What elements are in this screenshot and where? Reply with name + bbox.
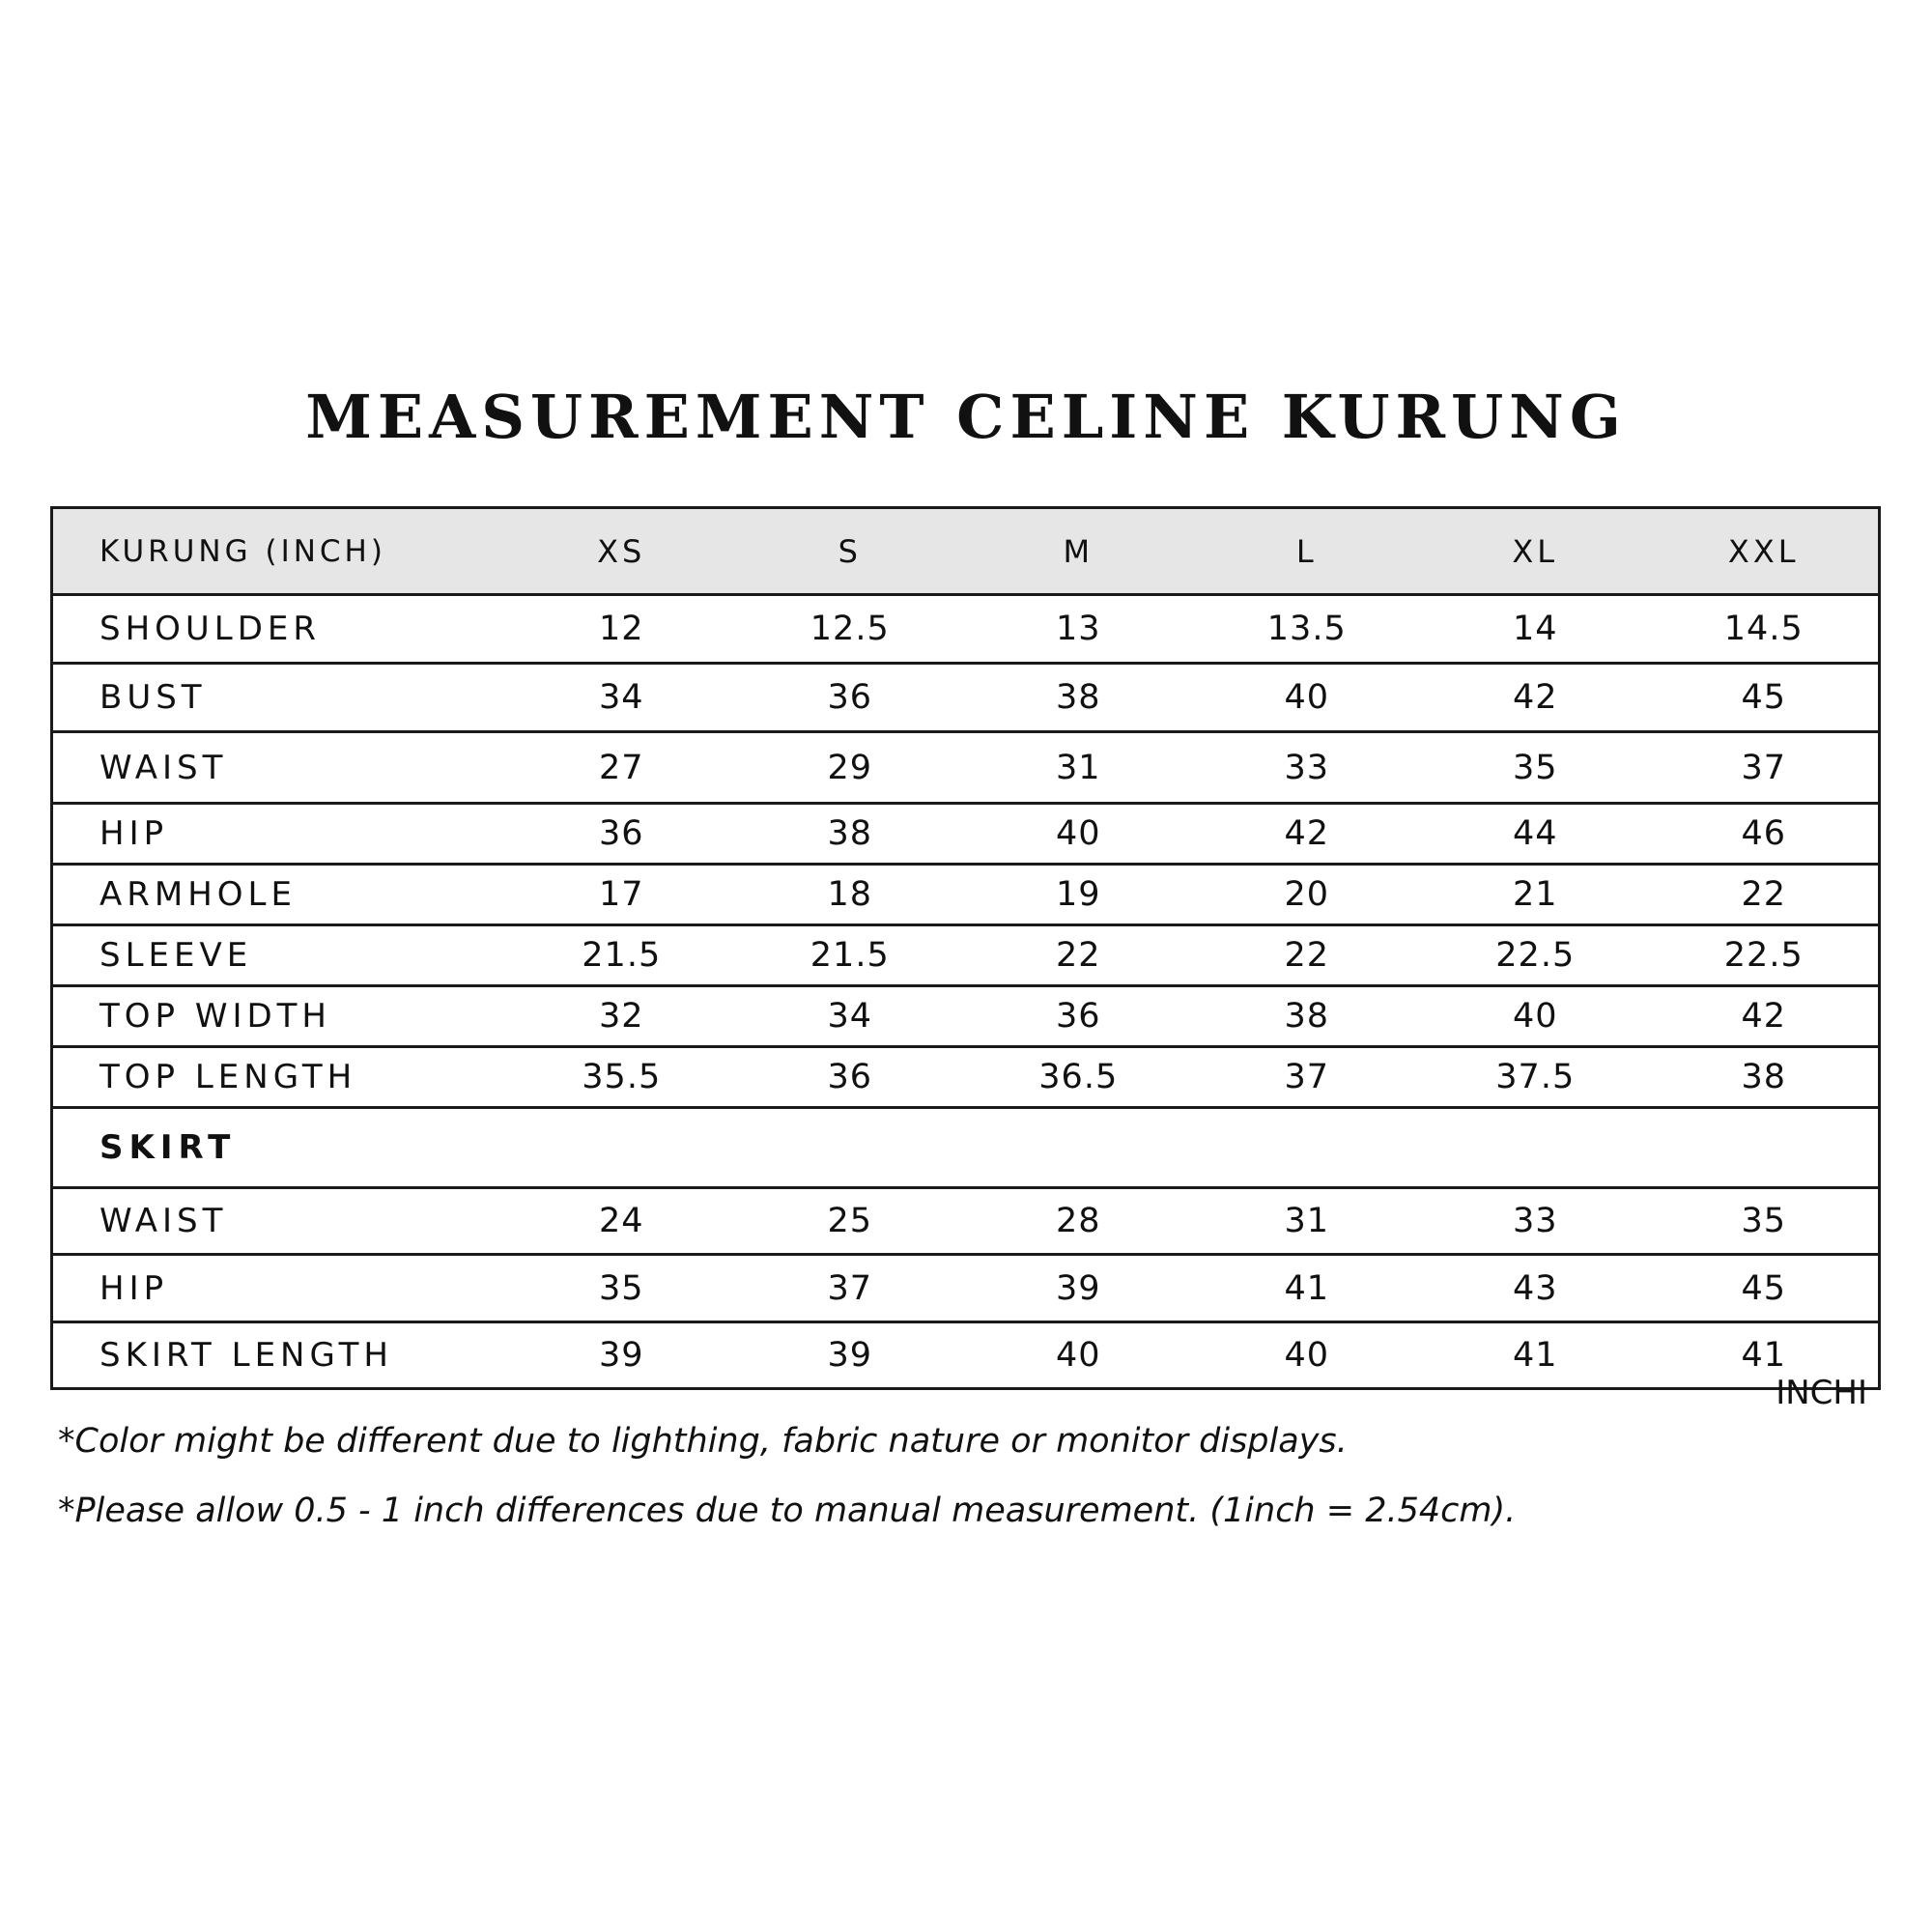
table-cell: 29	[736, 732, 965, 804]
header-size-m: M	[964, 509, 1193, 595]
table-cell: 22.5	[1421, 925, 1650, 986]
table-cell: 38	[964, 664, 1193, 732]
table-cell: 41	[1421, 1322, 1650, 1388]
table-cell: 33	[1193, 732, 1422, 804]
table-cell: 22	[964, 925, 1193, 986]
table-cell: 44	[1421, 804, 1650, 865]
table-cell: 37.5	[1421, 1047, 1650, 1108]
units-label: INCHI	[1776, 1374, 1867, 1412]
table-cell: 39	[507, 1322, 736, 1388]
header-size-s: S	[736, 509, 965, 595]
header-size-xs: XS	[507, 509, 736, 595]
row-label: WAIST	[53, 732, 507, 804]
table-cell: 37	[1193, 1047, 1422, 1108]
row-label: BUST	[53, 664, 507, 732]
table-row	[53, 595, 1878, 664]
row-label: SLEEVE	[53, 925, 507, 986]
table-cell: 38	[736, 804, 965, 865]
table-body	[53, 595, 1878, 1388]
table-cell: 42	[1421, 664, 1650, 732]
table-cell: 12	[507, 595, 736, 664]
table-cell: 25	[736, 1188, 965, 1255]
table-cell: 40	[964, 1322, 1193, 1388]
table-cell: 42	[1650, 986, 1879, 1047]
table-cell: 28	[964, 1188, 1193, 1255]
table-cell: 40	[1421, 986, 1650, 1047]
row-label: TOP LENGTH	[53, 1047, 507, 1108]
table-cell: 40	[1193, 664, 1422, 732]
row-label: TOP WIDTH	[53, 986, 507, 1047]
table-cell: 22	[1650, 865, 1879, 925]
table-cell: 13	[964, 595, 1193, 664]
table-row	[53, 1255, 1878, 1322]
table-row	[53, 1322, 1878, 1388]
table-cell: 41	[1193, 1255, 1422, 1322]
table-cell: 39	[964, 1255, 1193, 1322]
page-title: MEASUREMENT CELINE KURUNG	[305, 382, 1627, 452]
table-cell: 17	[507, 865, 736, 925]
table-cell: 36	[736, 1047, 965, 1108]
table-cell: 34	[736, 986, 965, 1047]
table-row	[53, 804, 1878, 865]
table-cell: 20	[1193, 865, 1422, 925]
table-cell: 24	[507, 1188, 736, 1255]
row-label: WAIST	[53, 1188, 507, 1255]
table-row	[53, 925, 1878, 986]
row-label: ARMHOLE	[53, 865, 507, 925]
header-label: KURUNG (INCH)	[53, 509, 507, 595]
table-cell: 41	[1650, 1322, 1879, 1388]
table-cell: 36	[964, 986, 1193, 1047]
table-row	[53, 986, 1878, 1047]
table-cell: 14.5	[1650, 595, 1879, 664]
table-cell: 42	[1193, 804, 1422, 865]
table-cell: 39	[736, 1322, 965, 1388]
table-cell: 18	[736, 865, 965, 925]
size-chart-table	[50, 506, 1881, 1390]
table-cell: 31	[964, 732, 1193, 804]
table-cell: 12.5	[736, 595, 965, 664]
table-cell: 36	[507, 804, 736, 865]
table-cell: 21.5	[736, 925, 965, 986]
table-cell: 40	[1193, 1322, 1422, 1388]
table-cell: 21.5	[507, 925, 736, 986]
header-size-xxl: XXL	[1650, 509, 1879, 595]
row-label: HIP	[53, 804, 507, 865]
table-cell: 35	[1650, 1188, 1879, 1255]
table-cell: 36	[736, 664, 965, 732]
table-cell: 22	[1193, 925, 1422, 986]
table-row	[53, 1047, 1878, 1108]
row-label: SHOULDER	[53, 595, 507, 664]
table-cell: 22.5	[1650, 925, 1879, 986]
table-header-row	[53, 509, 1878, 595]
skirt-section-label: SKIRT	[53, 1108, 1878, 1188]
table-cell: 34	[507, 664, 736, 732]
table-cell: 35	[507, 1255, 736, 1322]
skirt-section-row	[53, 1108, 1878, 1188]
table-cell: 14	[1421, 595, 1650, 664]
table-cell: 38	[1193, 986, 1422, 1047]
table-cell: 32	[507, 986, 736, 1047]
table-cell: 27	[507, 732, 736, 804]
measurement-note: *Please allow 0.5 - 1 inch differences due to manual measurement. (1inch = 2.54cm).	[58, 1492, 1517, 1530]
color-note: *Color might be different due to lighthing, fabric nature or monitor displays.	[58, 1422, 1348, 1461]
table-cell: 46	[1650, 804, 1879, 865]
table-cell: 38	[1650, 1047, 1879, 1108]
table-cell: 13.5	[1193, 595, 1422, 664]
table-cell: 37	[736, 1255, 965, 1322]
row-label: SKIRT LENGTH	[53, 1322, 507, 1388]
table-cell: 40	[964, 804, 1193, 865]
table-cell: 43	[1421, 1255, 1650, 1322]
table-row	[53, 1188, 1878, 1255]
table-cell: 35.5	[507, 1047, 736, 1108]
table-cell: 36.5	[964, 1047, 1193, 1108]
table-cell: 33	[1421, 1188, 1650, 1255]
table-cell: 37	[1650, 732, 1879, 804]
table-row	[53, 664, 1878, 732]
table-cell: 35	[1421, 732, 1650, 804]
row-label: HIP	[53, 1255, 507, 1322]
table-cell: 21	[1421, 865, 1650, 925]
table-cell: 19	[964, 865, 1193, 925]
table-cell: 31	[1193, 1188, 1422, 1255]
header-size-xl: XL	[1421, 509, 1650, 595]
table-cell: 45	[1650, 1255, 1879, 1322]
table-cell: 45	[1650, 664, 1879, 732]
table-row	[53, 865, 1878, 925]
table-row	[53, 732, 1878, 804]
header-size-l: L	[1193, 509, 1422, 595]
